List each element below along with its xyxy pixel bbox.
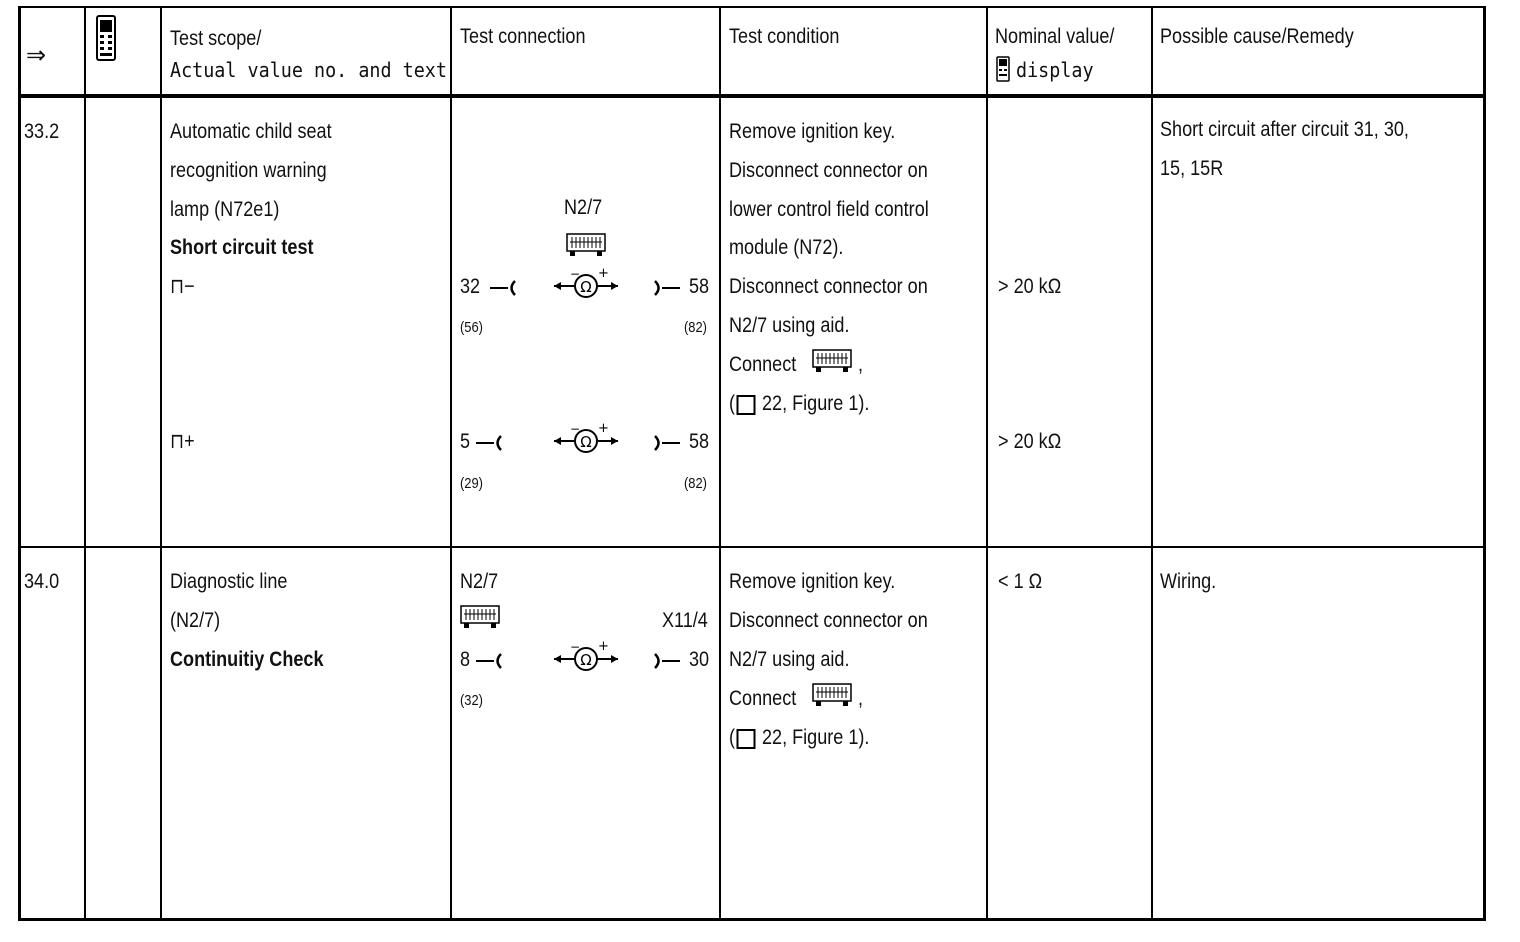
condition-ref: 22, Figure 1).	[762, 392, 870, 415]
step-number: 34.0	[24, 570, 60, 593]
connector-box-icon	[812, 348, 852, 374]
connector-box-icon	[812, 682, 852, 708]
scope-line: Diagnostic line	[170, 570, 288, 593]
socket-left-icon	[488, 278, 518, 298]
pin-right: 30	[689, 648, 710, 671]
condition-ref-open: (	[729, 726, 736, 749]
condition-line: Remove ignition key.	[729, 570, 896, 593]
condition-line: Disconnect connector on	[729, 159, 928, 182]
condition-line: Disconnect connector on	[729, 609, 928, 632]
condition-connect-tail: ,	[858, 353, 864, 376]
scope-line: Automatic child seat	[170, 120, 332, 143]
header-display: display	[1016, 58, 1094, 82]
pin-right-sub: (82)	[684, 319, 707, 336]
condition-line: lower control field control	[729, 198, 929, 221]
svg-text:+: +	[598, 266, 609, 281]
book-reference-icon	[736, 394, 756, 416]
scope-line: recognition warning	[170, 159, 327, 182]
pin-right-sub: (82)	[684, 475, 707, 492]
connection-device-label: N2/7	[564, 196, 603, 219]
svg-text:−: −	[570, 422, 581, 436]
socket-left-icon	[474, 651, 504, 671]
pin-left: 32	[460, 275, 481, 298]
condition-ref-open: (	[729, 392, 736, 415]
header-arrow: ⇒	[26, 42, 47, 69]
scope-line: (N2/7)	[170, 609, 221, 632]
condition-ref: 22, Figure 1).	[762, 726, 870, 749]
header-actual-value: Actual value no. and text	[170, 58, 447, 82]
scope-line: lamp (N72e1)	[170, 198, 280, 221]
condition-line: N2/7 using aid.	[729, 648, 850, 671]
remedy-line: Short circuit after circuit 31, 30,	[1160, 118, 1409, 141]
connection-device-label: N2/7	[460, 570, 499, 593]
remedy-line: Wiring.	[1160, 570, 1217, 593]
condition-line: Disconnect connector on	[729, 275, 928, 298]
condition-connect: Connect	[729, 687, 797, 710]
socket-right-icon	[652, 278, 682, 298]
step-number: 33.2	[24, 120, 60, 143]
condition-line: Remove ignition key.	[729, 120, 896, 143]
pin-right: 58	[689, 275, 710, 298]
pin-right: 58	[689, 430, 710, 453]
scope-sub-minus: ⊓−	[170, 275, 195, 298]
remedy-line: 15, 15R	[1160, 157, 1224, 180]
tester-handset-icon	[94, 14, 118, 62]
nominal-value: > 20 kΩ	[998, 275, 1062, 298]
header-possible-cause: Possible cause/Remedy	[1160, 25, 1354, 48]
svg-text:+: +	[598, 639, 609, 654]
ohmmeter-icon	[550, 266, 622, 302]
pin-left: 8	[460, 648, 471, 671]
svg-text:Ω: Ω	[580, 278, 592, 296]
svg-text:−: −	[570, 640, 581, 654]
socket-right-icon	[652, 651, 682, 671]
tester-display-icon	[996, 56, 1010, 82]
pin-left-sub: (56)	[460, 319, 483, 336]
svg-text:Ω: Ω	[580, 651, 592, 669]
header-test-scope: Test scope/	[170, 27, 262, 50]
header-test-connection: Test connection	[460, 25, 586, 48]
svg-text:+: +	[598, 421, 609, 436]
pin-left-sub: (29)	[460, 475, 483, 492]
socket-left-icon	[474, 433, 504, 453]
nominal-value: < 1 Ω	[998, 570, 1043, 593]
condition-connect-tail: ,	[858, 687, 864, 710]
condition-connect: Connect	[729, 353, 797, 376]
connector-box-icon	[566, 232, 606, 258]
pin-left-sub: (32)	[460, 692, 483, 709]
ohmmeter-icon	[550, 639, 622, 675]
socket-right-icon	[652, 433, 682, 453]
condition-line: N2/7 using aid.	[729, 314, 850, 337]
svg-text:Ω: Ω	[580, 433, 592, 451]
pin-left: 5	[460, 430, 471, 453]
scope-test-type: Short circuit test	[170, 236, 314, 259]
scope-sub-plus: ⊓+	[170, 430, 195, 453]
nominal-value: > 20 kΩ	[998, 430, 1062, 453]
ohmmeter-icon	[550, 421, 622, 457]
scope-test-type: Continuitiy Check	[170, 648, 324, 671]
connection-right-device: X11/4	[662, 609, 708, 632]
connector-box-icon	[460, 604, 500, 630]
condition-line: module (N72).	[729, 236, 844, 259]
book-reference-icon	[736, 728, 756, 750]
svg-text:−: −	[570, 267, 581, 281]
header-nominal-value: Nominal value/	[995, 25, 1115, 48]
header-test-condition: Test condition	[729, 25, 840, 48]
